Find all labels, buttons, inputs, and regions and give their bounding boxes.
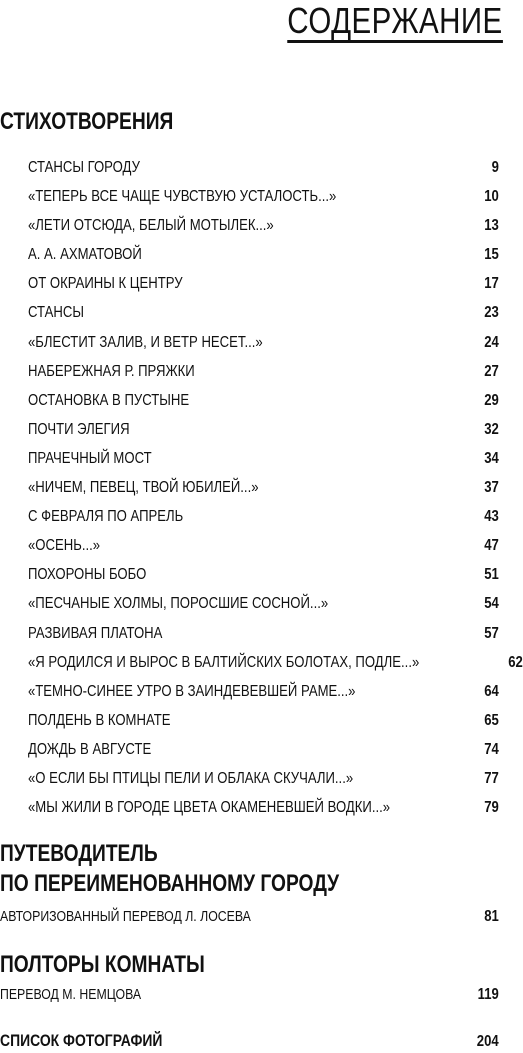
toc-entry-title: НАБЕРЕЖНАЯ Р. ПРЯЖКИ <box>28 362 195 380</box>
toc-entry-page: 34 <box>484 449 499 467</box>
toc-entry[interactable] <box>28 677 499 706</box>
toc-entry-page: 51 <box>484 566 499 584</box>
toc-entry[interactable] <box>28 240 499 269</box>
toc-entry-title: ОТ ОКРАИНЫ К ЦЕНТРУ <box>28 275 183 293</box>
toc-entry[interactable] <box>28 793 499 822</box>
toc-entry-page: 10 <box>484 188 499 206</box>
toc-entry-title: «ТЕПЕРЬ ВСЕ ЧАЩЕ ЧУВСТВУЮ УСТАЛОСТЬ...» <box>28 188 337 206</box>
guide-entry[interactable] <box>0 906 499 928</box>
toc-entry-title: «Я РОДИЛСЯ И ВЫРОС В БАЛТИЙСКИХ БОЛОТАХ, ПОДЛЕ...» <box>28 653 420 671</box>
toc-entry-title: СТАНСЫ ГОРОДУ <box>28 159 140 176</box>
toc-entry[interactable] <box>28 764 499 793</box>
toc-entry-page: 13 <box>484 217 499 235</box>
toc-entry[interactable] <box>28 706 499 735</box>
toc-entry-title: СТАНСЫ <box>28 304 84 322</box>
toc-entry[interactable] <box>28 619 499 648</box>
toc-entry-page: 23 <box>484 304 499 322</box>
toc-entry-page: 74 <box>484 740 499 758</box>
toc-entry-page: 47 <box>484 537 499 555</box>
toc-entry[interactable] <box>28 415 499 444</box>
toc-entry-title: «ТЕМНО-СИНЕЕ УТРО В ЗАИНДЕВЕВШЕЙ РАМЕ...» <box>28 682 356 700</box>
toc-entry-page: 27 <box>484 362 499 380</box>
toc-entry-page: 43 <box>484 508 499 526</box>
toc-entry-title: С ФЕВРАЛЯ ПО АПРЕЛЬ <box>28 508 184 526</box>
toc-entry-title: «МЫ ЖИЛИ В ГОРОДЕ ЦВЕТА ОКАМЕНЕВШЕЙ ВОДКИ...» <box>28 799 391 817</box>
toc-entry[interactable] <box>28 648 523 677</box>
section-heading-poems: СТИХОТВОРЕНИЯ <box>0 108 174 135</box>
toc-entry-title: РАЗВИВАЯ ПЛАТОНА <box>28 624 163 642</box>
toc-entry[interactable] <box>28 444 499 473</box>
toc-entry[interactable] <box>28 153 499 182</box>
toc-entry-page: 17 <box>484 275 499 293</box>
page-title: СОДЕРЖАНИЕ <box>287 0 503 41</box>
toc-entry-title: ОСТАНОВКА В ПУСТЫНЕ <box>28 391 190 409</box>
section-heading-guide-line2: ПО ПЕРЕИМЕНОВАННОМУ ГОРОДУ <box>0 870 340 897</box>
toc-entry[interactable] <box>28 269 499 298</box>
toc-entry-page: 77 <box>484 769 499 787</box>
toc-entry-page: 29 <box>484 391 499 409</box>
toc-entry-page: 57 <box>484 624 499 642</box>
toc-entry[interactable] <box>28 357 499 386</box>
toc-entry[interactable] <box>28 328 499 357</box>
poems-list <box>28 153 523 822</box>
toc-entry-page: 79 <box>484 799 499 817</box>
photos-entry[interactable] <box>0 1030 499 1053</box>
toc-entry-title: «ЛЕТИ ОТСЮДА, БЕЛЫЙ МОТЫЛЕК...» <box>28 217 274 235</box>
rooms-subtitle: ПЕРЕВОД М. НЕМЦОВА <box>0 986 142 1003</box>
toc-entry-title: «БЛЕСТИТ ЗАЛИВ, И ВЕТР НЕСЕТ...» <box>28 333 263 351</box>
toc-entry-title: «ОСЕНЬ...» <box>28 537 101 555</box>
toc-entry[interactable] <box>28 473 499 502</box>
toc-entry-title: «ПЕСЧАНЫЕ ХОЛМЫ, ПОРОСШИЕ СОСНОЙ...» <box>28 595 329 613</box>
toc-entry[interactable] <box>28 735 499 764</box>
toc-entry[interactable] <box>28 589 499 618</box>
toc-entry-title: ПОХОРОНЫ БОБО <box>28 566 147 584</box>
toc-entry[interactable] <box>28 182 499 211</box>
photos-title: СПИСОК ФОТОГРАФИЙ <box>0 1031 163 1050</box>
section-heading-rooms: ПОЛТОРЫ КОМНАТЫ <box>0 951 205 978</box>
toc-entry[interactable] <box>28 211 499 240</box>
rooms-page: 119 <box>477 986 499 1003</box>
toc-entry[interactable] <box>28 531 499 560</box>
toc-entry-title: ДОЖДЬ В АВГУСТЕ <box>28 740 152 758</box>
toc-entry-title: ПОЛДЕНЬ В КОМНАТЕ <box>28 711 171 729</box>
rooms-entry[interactable] <box>0 984 499 1006</box>
toc-entry-page: 54 <box>484 595 499 613</box>
toc-entry-title: «О ЕСЛИ БЫ ПТИЦЫ ПЕЛИ И ОБЛАКА СКУЧАЛИ...» <box>28 769 354 787</box>
toc-entry-page: 9 <box>491 159 499 176</box>
toc-entry-page: 64 <box>484 682 499 700</box>
toc-entry-title: ПРАЧЕЧНЫЙ МОСТ <box>28 449 152 467</box>
guide-page: 81 <box>484 908 499 925</box>
section-heading-guide-line1: ПУТЕВОДИТЕЛЬ <box>0 840 158 867</box>
toc-entry-page: 24 <box>484 333 499 351</box>
toc-entry-page: 65 <box>484 711 499 729</box>
toc-entry-page: 37 <box>484 479 499 497</box>
toc-entry-title: А. А. АХМАТОВОЙ <box>28 246 142 264</box>
toc-entry-page: 32 <box>484 420 499 438</box>
toc-entry-page: 62 <box>508 653 523 671</box>
toc-entry[interactable] <box>28 298 499 327</box>
photos-page: 204 <box>477 1033 499 1050</box>
toc-entry-title: ПОЧТИ ЭЛЕГИЯ <box>28 420 130 438</box>
guide-subtitle: АВТОРИЗОВАННЫЙ ПЕРЕВОД Л. ЛОСЕВА <box>0 908 251 925</box>
toc-entry-page: 15 <box>484 246 499 264</box>
toc-entry[interactable] <box>28 502 499 531</box>
toc-entry-title: «НИЧЕМ, ПЕВЕЦ, ТВОЙ ЮБИЛЕЙ...» <box>28 479 259 497</box>
toc-entry[interactable] <box>28 560 499 589</box>
toc-entry[interactable] <box>28 386 499 415</box>
